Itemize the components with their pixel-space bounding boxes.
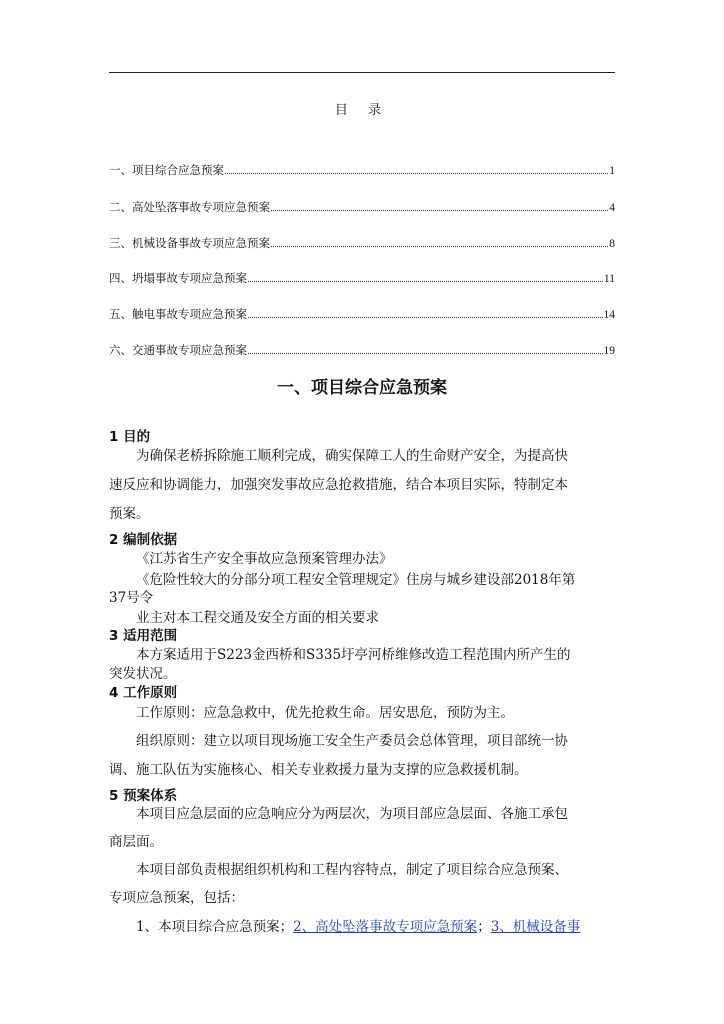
toc-entry-label: 二、高处坠落事故专项应急预案 [109,200,270,214]
toc-entry-1[interactable] [109,162,615,178]
toc-title: 目 录 [334,103,390,118]
s1-line-1: 为确保老桥拆除施工顺利完成，确实保障工人的生命财产安全，为提高快 [136,448,568,464]
s1-title: 1 目的 [109,429,151,445]
s5-plain-text: 1、本项目综合应急预案； [136,919,294,935]
toc-page-number: 1 [609,165,615,177]
s3-line-1: 本方案适用于S223金西桥和S335圩亭河桥维修改造工程范围内所产生的 [136,647,571,663]
s4-line-1: 工作原则：应急急救中，优先抢救生命。居安思危，预防为主。 [136,705,514,721]
toc-leader-dots [248,316,603,318]
toc-page-number: 14 [603,309,615,321]
s5-line-2: 商层面。 [109,834,163,850]
s1-line-3: 预案。 [109,506,150,522]
s4-line-3: 调、施工队伍为实施核心、相关专业救援力量为支撑的应急救援机制。 [109,762,528,778]
s5-title: 5 预案体系 [109,788,178,804]
toc-leader-dots [271,245,608,247]
s3-line-2: 突发状况。 [109,666,177,682]
s2-line-2: 《危险性较大的分部分项工程安全管理规定》住房与城乡建设部2018年第 [136,572,576,588]
toc-entry-4[interactable] [109,270,615,286]
toc-entry-6[interactable] [109,342,615,358]
toc-leader-dots [248,352,603,354]
toc-leader-dots [248,280,603,282]
s1-line-2: 速反应和协调能力，加强突发事故应急抢救措施，结合本项目实际，特制定本 [109,477,568,493]
s5-line-5 [136,915,580,935]
s4-line-2: 组织原则：建立以项目现场施工安全生产委员会总体管理，项目部统一协 [136,733,568,749]
s5-line-3: 本项目部负责根据组织机构和工程内容特点，制定了项目综合应急预案、 [136,862,568,878]
toc-entry-3[interactable] [109,235,615,251]
toc-entry-2[interactable] [109,199,615,215]
toc-entry-label: 三、机械设备事故专项应急预案 [109,236,270,250]
toc-entry-label: 四、坍塌事故专项应急预案 [109,271,247,285]
s3-title: 3 适用范围 [109,628,178,644]
toc-leader-dots [225,172,608,174]
s5-separator: ； [477,919,491,935]
toc-entry-label: 一、项目综合应急预案 [109,163,224,177]
toc-page-number: 4 [609,202,615,214]
header-rule [109,72,615,73]
toc-entry-5[interactable] [109,306,615,322]
toc-page-number: 8 [609,238,615,250]
s5-line-1: 本项目应急层面的应急响应分为两层次，为项目部应急层面、各施工承包 [136,806,568,822]
section-heading: 一、项目综合应急预案 [277,378,447,398]
s2-line-3: 37号令 [109,590,154,606]
toc-page-number: 11 [603,273,615,285]
s2-line-4: 业主对本工程交通及安全方面的相关要求 [136,610,379,626]
link-fall-accident-plan[interactable]: 2、高处坠落事故专项应急预案 [293,919,478,935]
s2-line-1: 《江苏省生产安全事故应急预案管理办法》 [136,551,393,567]
s2-title: 2 编制依据 [109,532,178,548]
link-machinery-accident-plan[interactable]: 3、机械设备事 [490,919,581,935]
toc-entry-label: 六、交通事故专项应急预案 [109,343,247,357]
s4-title: 4 工作原则 [109,685,178,701]
toc-page-number: 19 [603,345,615,357]
s5-line-4: 专项应急预案，包括： [109,890,244,906]
toc-leader-dots [271,209,608,211]
toc-entry-label: 五、触电事故专项应急预案 [109,307,247,321]
